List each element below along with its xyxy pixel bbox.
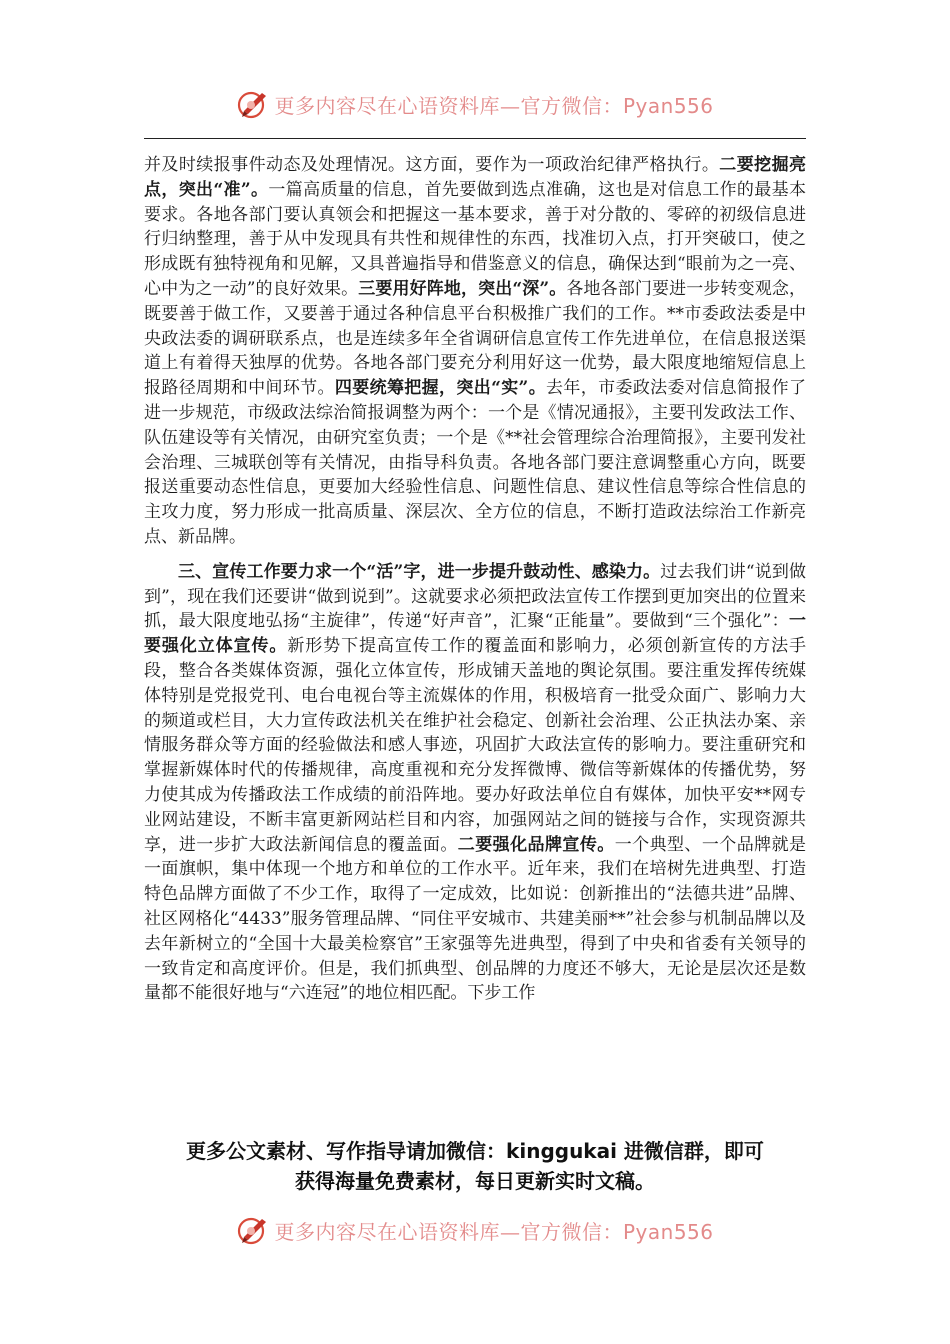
bold-heading-segment: 二要强化品牌宣传。 [457,834,615,855]
bold-heading-segment: 三要用好阵地，突出“深”。 [358,278,567,299]
pen-logo-icon [236,87,270,121]
text-segment: 去年，市委政法委对信息简报作了进一步规范，市级政法综治简报调整为两个：一个是《情况通报》，主要刊发政法工作、队伍建设等有关情况，由研究室负责；一个是《**社会管理综合治理简报》，主要刊发社会治理、三城联创等有关情况，由指导科负责。各地各部门要注意调整重心方向，既要报送重要动态性信息，更要加大经验性信息、问题性信息、建议性信息等综合性信息的主攻力度，努力形成一批高质量、深层次、全方位的信息，不断打造政法综治工作新亮点、新品牌。 [144,378,806,547]
body-paragraph-1 [144,153,806,550]
text-segment: 各地各部门要进一步转变观念，既要善于做工作，又要善于通过各种信息平台积极推广我们的工作。**市委政法委是中央政法委的调研联系点，也是连续多年全省调研信息宣传工作先进单位，在信息报送渠道上有着得天独厚的优势。各地各部门要充分利用好这一优势，最大限度地缩短信息上报路径周期和中间环节。 [144,278,806,399]
text-segment: 新形势下提高宣传工作的覆盖面和影响力，必须创新宣传的方法手段，整合各类媒体资源，强化立体宣传，形成铺天盖地的舆论氛围。要注重发挥传统媒体特别是党报党刊、电台电视台等主流媒体的作用，积极培育一批受众面广、影响力大的频道或栏目，大力宣传政法机关在维护社会稳定、创新社会治理、公正执法办案、亲情服务群众等方面的经验做法和感人事迹，巩固扩大政法宣传的影响力。要注重研究和掌握新媒体时代的传播规律，高度重视和充分发挥微博、微信等新媒体的传播优势，努力使其成为传播政法工作成绩的前沿阵地。要办好政法单位自有媒体，加快平安**网专业网站建设，不断丰富更新网站栏目和内容，加强网站之间的链接与合作，实现资源共享，进一步扩大政法新闻信息的覆盖面。 [144,636,807,855]
text-segment: 过去我们讲“说到做到”，现在我们还要讲“做到说到”。这就要求必须把政法宣传工作摆到更加突出的位置来抓，最大限度地弘扬“主旋律”，传递“好声音”，汇聚“正能量”。要做到“三个强化”： [144,561,806,632]
header-watermark-banner [0,84,950,124]
text-segment: 一篇高质量的信息，首先要做到选点准确，这也是对信息工作的最基本要求。各地各部门要认真领会和把握这一基本要求，善于对分散的、零碎的初级信息进行归纳整理，善于从中发现具有共性和规律性的东西，找准切入点，打开突破口，使之形成既有独特视角和见解，又具普遍指导和借鉴意义的信息，确保达到“眼前为之一亮、心中为之一动”的良好效果。 [144,179,806,299]
text-segment: 一个典型、一个品牌就是一面旗帜，集中体现一个地方和单位的工作水平。近年来，我们在培树先进典型、打造特色品牌方面做了不少工作，取得了一定成效，比如说：创新推出的“法德共进”品牌、社区网格化“4433”服务管理品牌、“同住平安城市、共建美丽**”社会参与机制品牌以及去年新树立的“全国十大最美检察官”王家强等先进典型，得到了中央和省委有关领导的一致肯定和高度评价。但是，我们抓典型、创品牌的力度还不够大，无论是层次还是数量都不能很好地与“六连冠”的地位相匹配。下步工作 [144,834,807,1004]
footer-note-line-1: 更多公文素材、写作指导请加微信：kinggukai 进微信群，即可 [186,1139,764,1163]
bold-heading-segment: 四要统筹把握，突出“实”。 [334,378,547,399]
header-banner-text: 更多内容尽在心语资料库—官方微信：Pyan556 [274,93,714,118]
body-paragraph-2 [144,560,806,1006]
footer-banner-text: 更多内容尽在心语资料库—官方微信：Pyan556 [274,1219,714,1244]
bold-heading-segment: 一要强化立体宣传。 [144,611,806,657]
section-heading: 三、宣传工作要力求一个“活”字，进一步提升鼓动性、感染力。 [178,561,661,582]
header-divider [144,138,806,139]
pen-logo-icon [236,1213,270,1247]
document-body [144,153,806,1006]
bold-heading-segment: 二要挖掘亮点，突出“准”。 [144,155,807,200]
text-segment: 并及时续报事件动态及处理情况。这方面，要作为一项政治纪律严格执行。 [144,155,720,175]
footer-promo-note [100,1136,850,1196]
footer-watermark-banner [0,1210,950,1250]
footer-note-line-2: 获得海量免费素材，每日更新实时文稿。 [295,1169,655,1193]
